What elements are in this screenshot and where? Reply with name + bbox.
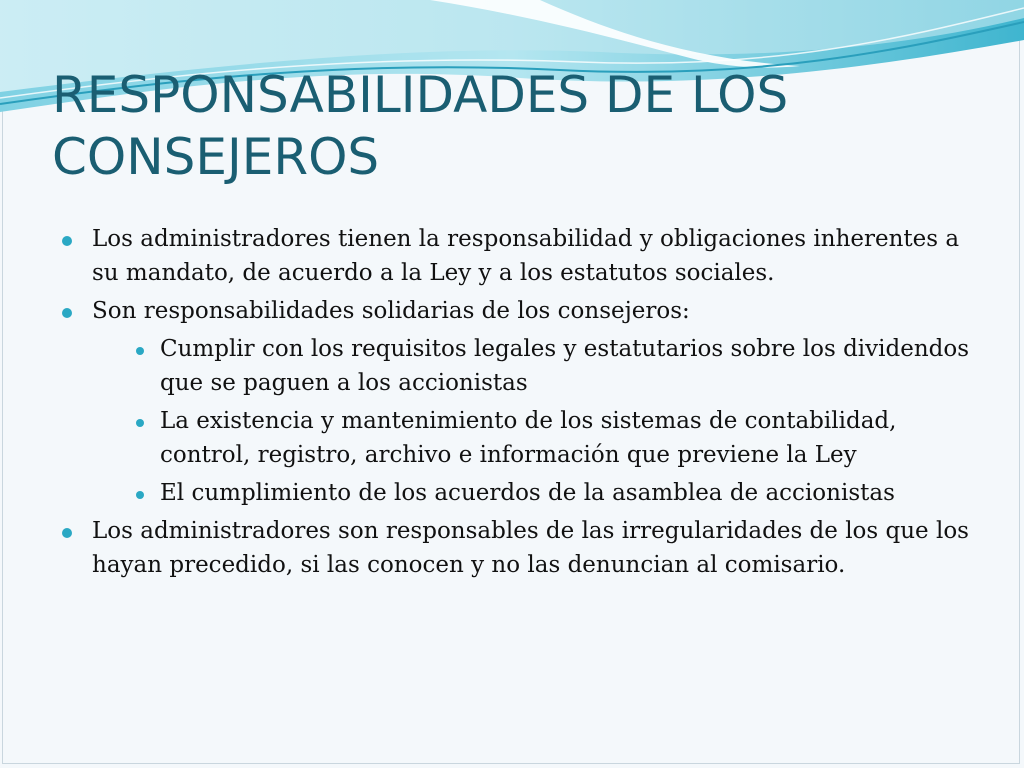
bullet-dot-icon [62,236,72,246]
sub-bullet-dot-icon [136,419,144,427]
sub-bullet-dot-icon [136,491,144,499]
sub-bullet-item [134,332,970,400]
bullet-item [60,514,970,582]
bullet-dot-icon [62,528,72,538]
sub-bullet-text: El cumplimiento de los acuerdos de la asamblea de accionistas [160,480,895,506]
bullet-text: Los administradores son responsables de las irregularidades de los que los hayan precedido, si las conocen y no las denuncian al comisario. [92,518,969,578]
bullet-text: Son responsabilidades solidarias de los consejeros: [92,298,690,324]
sub-bullet-list [134,332,970,510]
sub-bullet-item [134,476,970,510]
bullet-item [60,294,970,510]
slide-title: RESPONSABILIDADES DE LOS CONSEJEROS [52,66,789,186]
sub-bullet-dot-icon [136,347,144,355]
sub-bullet-text: Cumplir con los requisitos legales y estatutarios sobre los dividendos que se paguen a los accionistas [160,336,970,396]
bullet-list [60,222,970,582]
sub-bullet-text: La existencia y mantenimiento de los sistemas de contabilidad, control, registro, archivo e información que previene la Ley [160,408,897,468]
bullet-text: Los administradores tienen la responsabilidad y obligaciones inherentes a su mandato, de acuerdo a la Ley y a los estatutos sociales. [92,226,960,286]
bullet-item [60,222,970,290]
sub-bullet-item [134,404,970,472]
bullet-dot-icon [62,308,72,318]
slide-body [60,222,970,586]
